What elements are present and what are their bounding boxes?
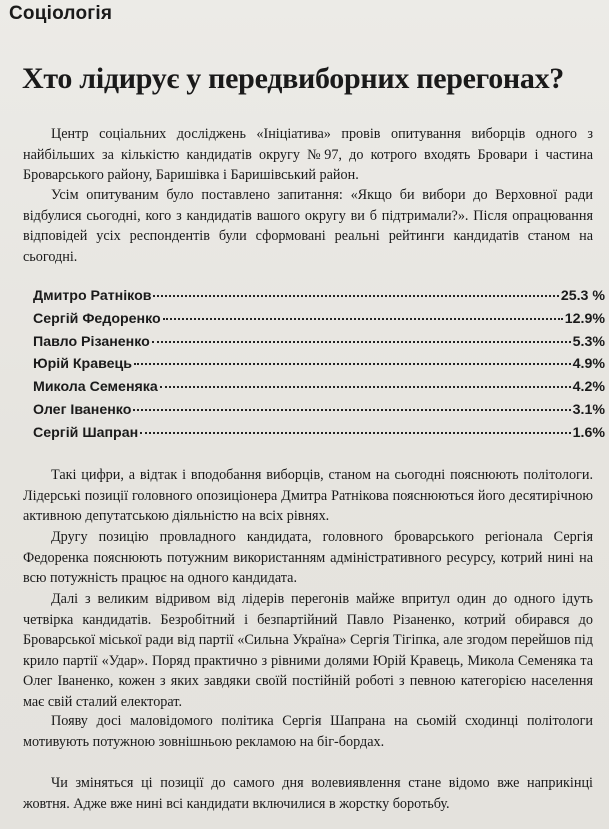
candidate-percent: 5.3% <box>572 333 605 350</box>
paragraph-analysis-group: Далі з великим відривом від лідерів перегонів майже впритул один до одного ідуть четвірка кандидатів. Безробітний і безпартійний Павло Різаненко, котрий обирався до Броварської міської ради від партії «Сильна Україна» Сергія Тігіпка, але згодом перейшов під крило партії «Удар». Поряд практично з рівними долями Юрій Кравець, Микола Семеняка та Олег Іваненко, кожен з яких завдяки своїй постійній роботі з певною категорією населення має свій сталий електорат. <box>23 591 593 710</box>
article-headline: Хто лідирує у передвиборних перегонах? <box>22 62 564 95</box>
dot-leader <box>160 386 571 388</box>
candidate-percent: 12.9% <box>564 310 605 327</box>
paragraph-analysis-leader: Такі цифри, а відтак і вподобання виборців, станом на сьогодні пояснюють політологи. Лідерські позиції головного опозиціонера Дмитра Ратнікова пояснюються його десятирічною активною депутатською діяльністю на всіх рівнях. <box>23 467 593 524</box>
paragraph-analysis-seventh: Появу досі маловідомого політика Сергія Шапрана на сьомій сходинці політологи мотивують потужною зовнішньою рекламою на біг-бордах. <box>23 713 593 750</box>
candidate-name: Микола Семеняка <box>33 379 158 396</box>
candidate-name: Дмитро Ратніков <box>33 288 152 304</box>
candidate-name: Сергій Шапран <box>33 424 139 441</box>
dot-leader <box>152 341 571 343</box>
candidate-name: Олег Іваненко <box>33 401 132 418</box>
candidate-percent: 3.1% <box>572 401 605 418</box>
rating-row <box>33 425 605 448</box>
candidate-percent: 4.9% <box>572 356 605 373</box>
paragraph-analysis-second: Другу позицію провладного кандидата, головного броварського регіонала Сергія Федоренка пояснюють потужним використанням адміністративного ресурсу, котрий нині на всю потужність працює на одного кандидата. <box>23 529 593 586</box>
paragraph-conclusion: Чи зміняться ці позиції до самого дня волевиявлення стане відомо вже наприкінці жовтня. Адже вже нині всі кандидати включилися в жорстку боротьбу. <box>23 775 593 812</box>
rating-row <box>33 334 605 357</box>
dot-leader <box>163 318 563 320</box>
rating-row <box>33 379 605 402</box>
candidate-name: Юрій Кравець <box>33 356 132 373</box>
dot-leader <box>133 409 570 411</box>
section-label: Соціологія <box>9 3 113 24</box>
paragraph-intro: Центр соціальних досліджень «Ініціатива» провів опитування виборців одного з найбільших за кількістю кандидатів округу №97, до котрого входять Бровари і частина Броварського району, Баришівка і Баришівський район. <box>23 126 593 183</box>
candidate-percent: 1.6% <box>572 424 605 441</box>
dot-leader <box>140 432 570 434</box>
rating-row <box>33 402 605 425</box>
candidate-percent: 4.2% <box>572 379 605 396</box>
candidate-name: Сергій Федоренко <box>33 310 161 327</box>
candidate-percent: 25.3 % <box>560 288 605 304</box>
rating-row <box>33 356 605 379</box>
dot-leader <box>153 295 558 297</box>
dot-leader <box>134 363 571 365</box>
paragraph-question: Усім опитуваним було поставлено запитання: «Якщо би вибори до Верховної ради відбулися сьогодні, кого з кандидатів вашого округу ви б підтримали?». Після опрацювання відповідей усіх респондентів були сформовані реальні рейтинги кандидатів станом на сьогодні. <box>23 187 593 265</box>
rating-row <box>33 311 605 334</box>
ratings-list <box>33 288 605 448</box>
candidate-name: Павло Різаненко <box>33 333 150 350</box>
rating-row <box>33 288 605 311</box>
